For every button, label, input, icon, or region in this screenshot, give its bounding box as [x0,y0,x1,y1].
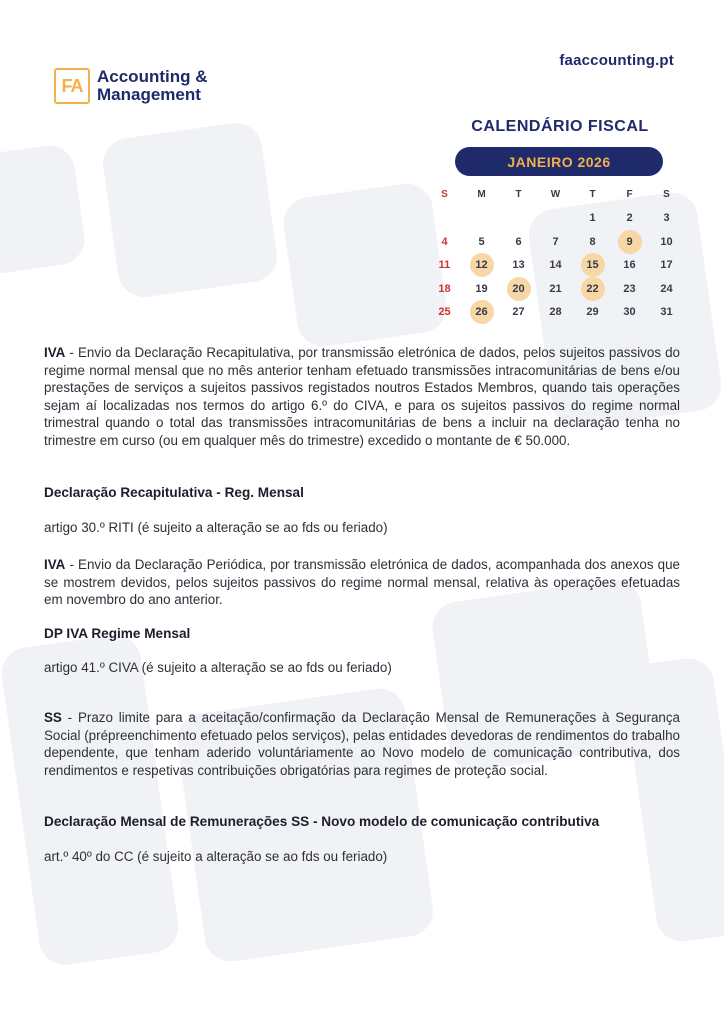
calendar-empty-cell [500,207,537,231]
logo-line-2: Management [97,85,201,104]
section-iva-periodica [44,556,680,609]
calendar-day: 20 [500,277,537,301]
calendar-day: 25 [438,306,451,319]
calendar-day: 10 [660,235,673,248]
calendar-month: JANEIRO 2026 [455,147,663,176]
calendar-day: 27 [512,306,525,319]
calendar-empty-cell [537,207,574,231]
calendar-day: 30 [623,306,636,319]
calendar-day: 11 [438,259,451,272]
section-body: - Envio da Declaração Recapitulativa, por transmissão eletrónica de dados, pelos sujeitos passivos do regime normal mensal que no mês anterior tenham efetuado transmissões intracomunitárias de bens e/ou prestações de serviços a sujeitos passivos registados noutros Estados Membros, quando tais operações sejam aí localizadas nos termos do artigo 6.º do CIVA, e para os sujeitos passivos do regime normal trimestral quando o total das transmissões intracomunitárias de bens a incluir na declaração tenha no trimestre em curso (ou em qualquer mês do trimestre) excedido o montante de € 50.000. [44,345,680,448]
section-label: IVA [44,557,66,572]
weekday-label: T [515,189,522,201]
background-shape [0,632,182,968]
section-heading: Declaração Mensal de Remunerações SS - Novo modelo de comunicação contributiva [44,814,600,829]
section-heading: DP IVA Regime Mensal [44,626,191,641]
section-ss [44,709,680,779]
calendar-day: 8 [589,235,596,248]
section-label: IVA [44,345,66,360]
calendar-day: 2 [626,212,633,225]
calendar-day: 9 [611,230,648,254]
background-shape [0,142,88,278]
weekday-label: S [663,189,670,201]
section-reference: artigo 41.º CIVA (é sujeito a alteração se ao fds ou feriado) [44,660,392,675]
calendar-title: CALENDÁRIO FISCAL [471,118,649,135]
calendar-day: 15 [574,254,611,278]
section-heading: Declaração Recapitulativa - Reg. Mensal [44,485,304,500]
calendar-day: 28 [549,306,562,319]
calendar-day: 16 [623,259,636,272]
calendar-day: 26 [463,301,500,325]
calendar-day: 22 [574,277,611,301]
section-reference: art.º 40º do CC (é sujeito a alteração se ao fds ou feriado) [44,849,388,864]
background-shape [621,655,724,945]
calendar-day: 4 [441,235,448,248]
calendar-day: 18 [438,282,451,295]
logo-text [97,68,208,104]
section-reference: artigo 30.º RITI (é sujeito a alteração se ao fds ou feriado) [44,520,388,535]
calendar-day: 5 [478,235,485,248]
background-shape [100,120,281,301]
background-shape [280,180,449,349]
logo-line-1: Accounting & [97,67,208,86]
calendar-day: 23 [623,282,636,295]
section-body: - Prazo limite para a aceitação/confirmação da Declaração Mensal de Remunerações à Segurança Social (prépreenchimento efetuado pelos serviços), pelas entidades devedoras de rendimentos do trabalho dependente, que tenham aderido voluntáriamente ao Novo modelo de comunicação contributiva, dos rendimentos e respetivas contribuições obrigatórias para regimes de proteção social. [44,710,680,778]
calendar-day: 31 [660,306,673,319]
section-body: - Envio da Declaração Periódica, por transmissão eletrónica de dados, acompanhada dos anexos que se mostrem devidos, pelos sujeitos passivos do regime normal mensal, relativa às operações efetuadas em novembro do ano anterior. [44,557,680,607]
website-url[interactable]: faaccounting.pt [559,52,674,69]
calendar-day: 13 [512,259,525,272]
calendar-grid [426,183,685,324]
calendar-day: 29 [586,306,599,319]
logo-mark: FA [54,68,90,104]
calendar-day: 19 [475,282,488,295]
calendar-empty-cell [463,207,500,231]
company-logo [54,68,208,104]
calendar-day: 17 [660,259,673,272]
calendar-day: 12 [463,254,500,278]
weekday-label: S [441,189,448,201]
calendar-day: 6 [515,235,522,248]
weekday-label: F [626,189,633,201]
calendar-day: 21 [549,282,562,295]
calendar-day: 3 [663,212,670,225]
section-label: SS [44,710,62,725]
section-iva-recapitulativa [44,344,680,449]
weekday-label: T [589,189,596,201]
calendar-day: 24 [660,282,673,295]
weekday-label: M [477,189,486,201]
calendar-day: 14 [549,259,562,272]
weekday-label: W [550,189,561,201]
calendar-day: 1 [589,212,596,225]
calendar-empty-cell [426,207,463,231]
calendar-day: 7 [552,235,559,248]
